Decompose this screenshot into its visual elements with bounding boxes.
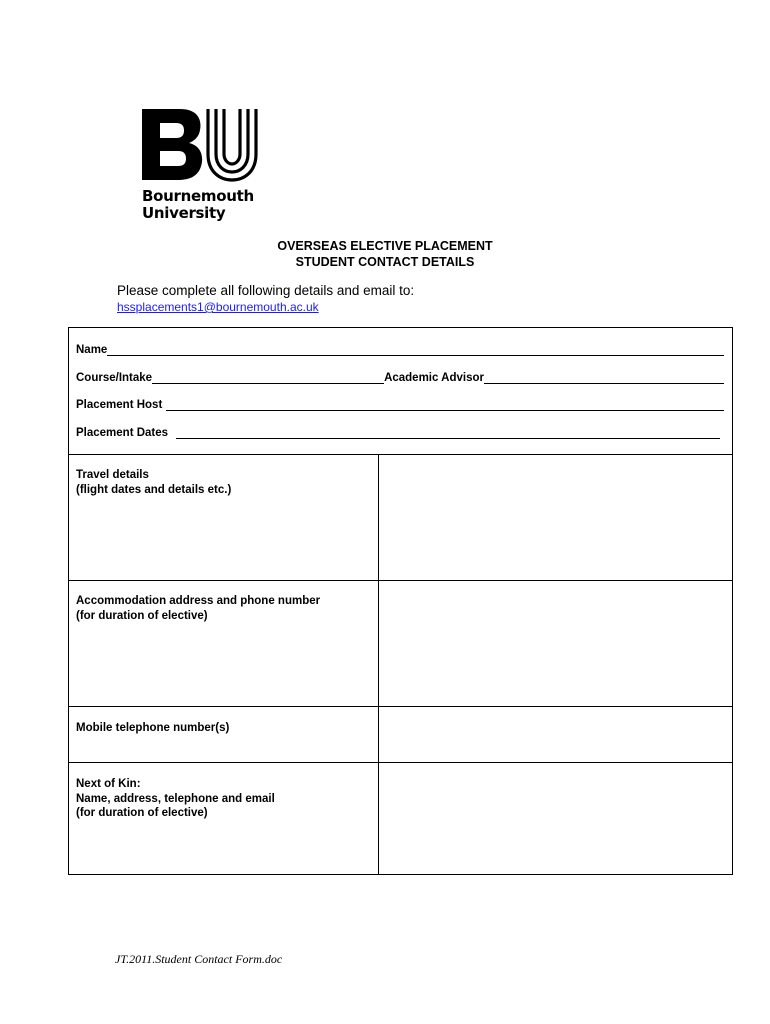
name-label: Name — [76, 344, 108, 356]
host-label: Placement Host — [76, 399, 163, 411]
page-subtitle: STUDENT CONTACT DETAILS — [295, 255, 475, 269]
logo-text-line1: Bournemouth — [142, 187, 254, 205]
email-link[interactable]: hssplacements1@bournemouth.ac.uk — [117, 300, 319, 314]
host-field[interactable] — [166, 399, 724, 411]
page-title: OVERSEAS ELECTIVE PLACEMENT — [277, 239, 493, 253]
accommodation-label — [76, 594, 320, 623]
course-label: Course/Intake — [76, 372, 153, 384]
travel-label-line1: Travel details — [76, 469, 149, 481]
mobile-field[interactable] — [380, 708, 732, 761]
accommodation-label-line1: Accommodation address and phone number — [76, 595, 321, 607]
accommodation-field[interactable] — [380, 582, 732, 705]
advisor-field[interactable] — [484, 372, 724, 384]
accommodation-label-line2: (for duration of elective) — [76, 609, 208, 622]
table-divider — [68, 762, 733, 763]
host-row — [76, 397, 724, 411]
next-of-kin-label — [76, 777, 275, 821]
table-divider — [68, 580, 733, 581]
university-logo — [140, 106, 270, 226]
travel-label-line2: (flight dates and details etc.) — [76, 483, 232, 496]
name-row — [76, 342, 724, 356]
next-of-kin-label-line1: Next of Kin: — [76, 778, 141, 790]
dates-label: Placement Dates — [76, 427, 169, 439]
bu-monogram-icon — [140, 106, 270, 186]
table-divider — [68, 706, 733, 707]
name-field[interactable] — [107, 344, 724, 356]
next-of-kin-field[interactable] — [380, 764, 732, 874]
dates-field[interactable] — [176, 427, 720, 439]
course-field[interactable] — [152, 372, 384, 384]
dates-row — [76, 425, 720, 439]
next-of-kin-label-line2: Name, address, telephone and email — [76, 792, 275, 805]
logo-text-line2: University — [142, 204, 226, 222]
travel-label — [76, 468, 231, 497]
mobile-label-line1: Mobile telephone number(s) — [76, 722, 230, 734]
travel-details-field[interactable] — [380, 456, 732, 579]
mobile-label — [76, 721, 229, 736]
advisor-label: Academic Advisor — [384, 372, 484, 384]
course-row — [76, 370, 724, 384]
table-column-divider — [378, 454, 379, 875]
instructions-text: Please complete all following details and email to: — [117, 283, 415, 298]
next-of-kin-label-line3: (for duration of elective) — [76, 807, 208, 819]
table-divider — [68, 454, 733, 455]
footer-filename: JT.2011.Student Contact Form.doc — [115, 952, 283, 966]
